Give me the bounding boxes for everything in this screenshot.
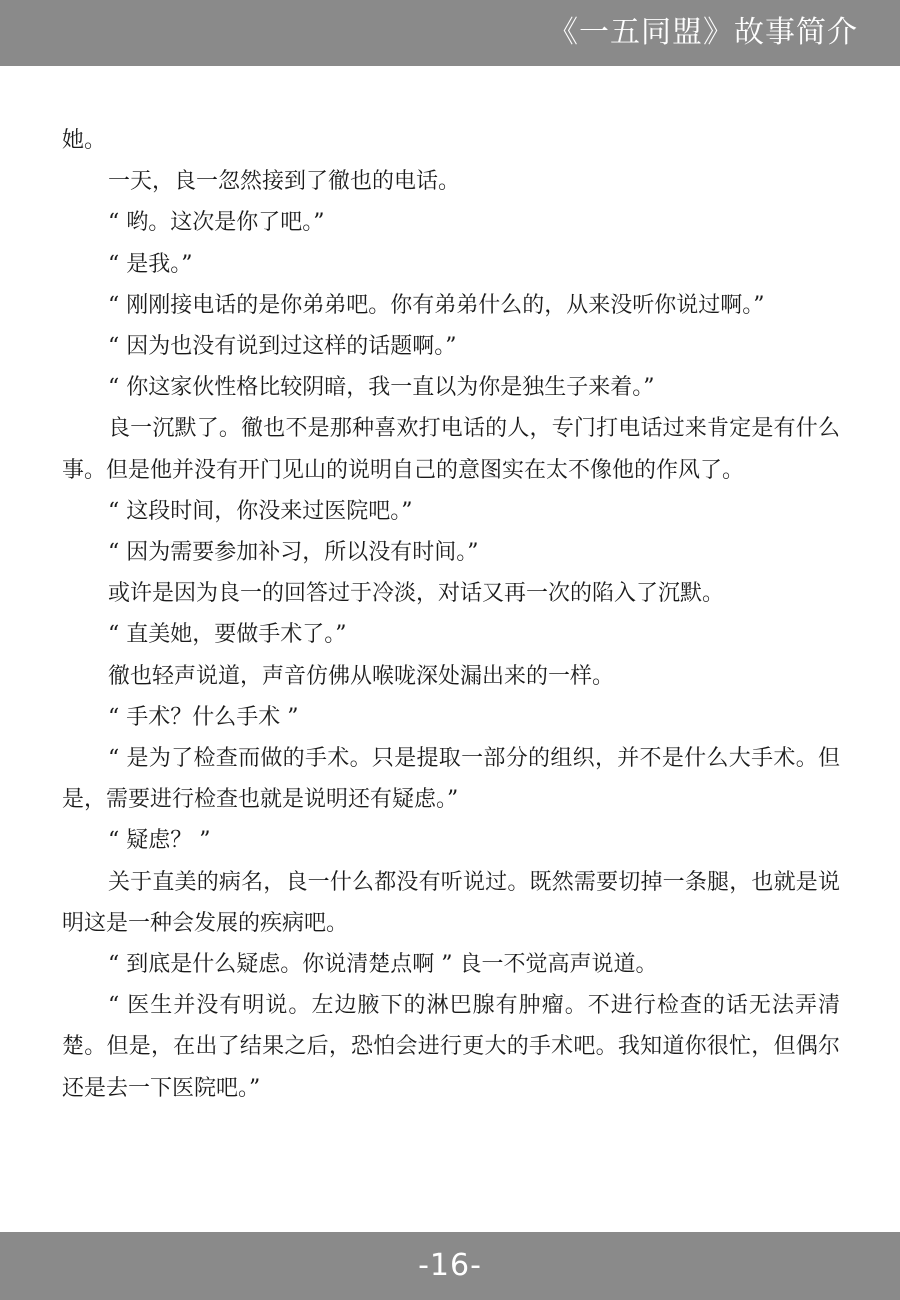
paragraph: 徹也轻声说道，声音仿佛从喉咙深处漏出来的一样。 [108,663,615,689]
paragraph: “ 哟。这次是你了吧。” [108,210,325,236]
page-number: -16- [418,1248,482,1283]
paragraph: 良一沉默了。徹也不是那种喜欢打电话的人，专门打电话过来肯定是有什么事。但是他并没有开门见山的说明自己的意图实在太不像他的作风了。 [62,416,840,483]
paragraph: “ 手术？什么手术 ” [108,704,299,730]
paragraph: 她。 [62,128,107,153]
paragraph: “ 医生并没有明说。左边腋下的淋巴腺有肿瘤。不进行检查的话无法弄清楚。但是，在出了结果之后，恐怕会进行更大的手术吧。我知道你很忙，但偶尔还是去一下医院吧。” [62,993,840,1101]
paragraph: “ 这段时间，你没来过医院吧。” [108,498,413,524]
paragraph: “ 刚刚接电话的是你弟弟吧。你有弟弟什么的，从来没听你说过啊。” [108,292,765,318]
paragraph: “ 是我。” [108,251,193,277]
paragraph: “ 是为了检查而做的手术。只是提取一部分的组织，并不是什么大手术。但是，需要进行检查也就是说明还有疑虑。” [62,746,840,813]
paragraph: “ 因为需要参加补习，所以没有时间。” [108,540,479,566]
paragraph: “ 疑虑？ ” [108,828,211,854]
story-text [62,120,840,1109]
paragraph: 一天，良一忽然接到了徹也的电话。 [108,169,461,195]
paragraph: “ 你这家伙性格比较阴暗，我一直以为你是独生子来着。” [108,375,655,401]
paragraph: “ 直美她，要做手术了。” [108,622,347,648]
book-title: 《一五同盟》故事简介 [548,15,858,50]
paragraph: “ 到底是什么疑虑。你说清楚点啊 ” 良一不觉高声说道。 [108,952,658,978]
paragraph: 关于直美的病名，良一什么都没有听说过。既然需要切掉一条腿，也就是说明这是一种会发展的疾病吧。 [62,869,840,936]
paragraph: 或许是因为良一的回答过于冷淡，对话又再一次的陷入了沉默。 [108,581,725,607]
paragraph: “ 因为也没有说到过这样的话题啊。” [108,334,457,360]
